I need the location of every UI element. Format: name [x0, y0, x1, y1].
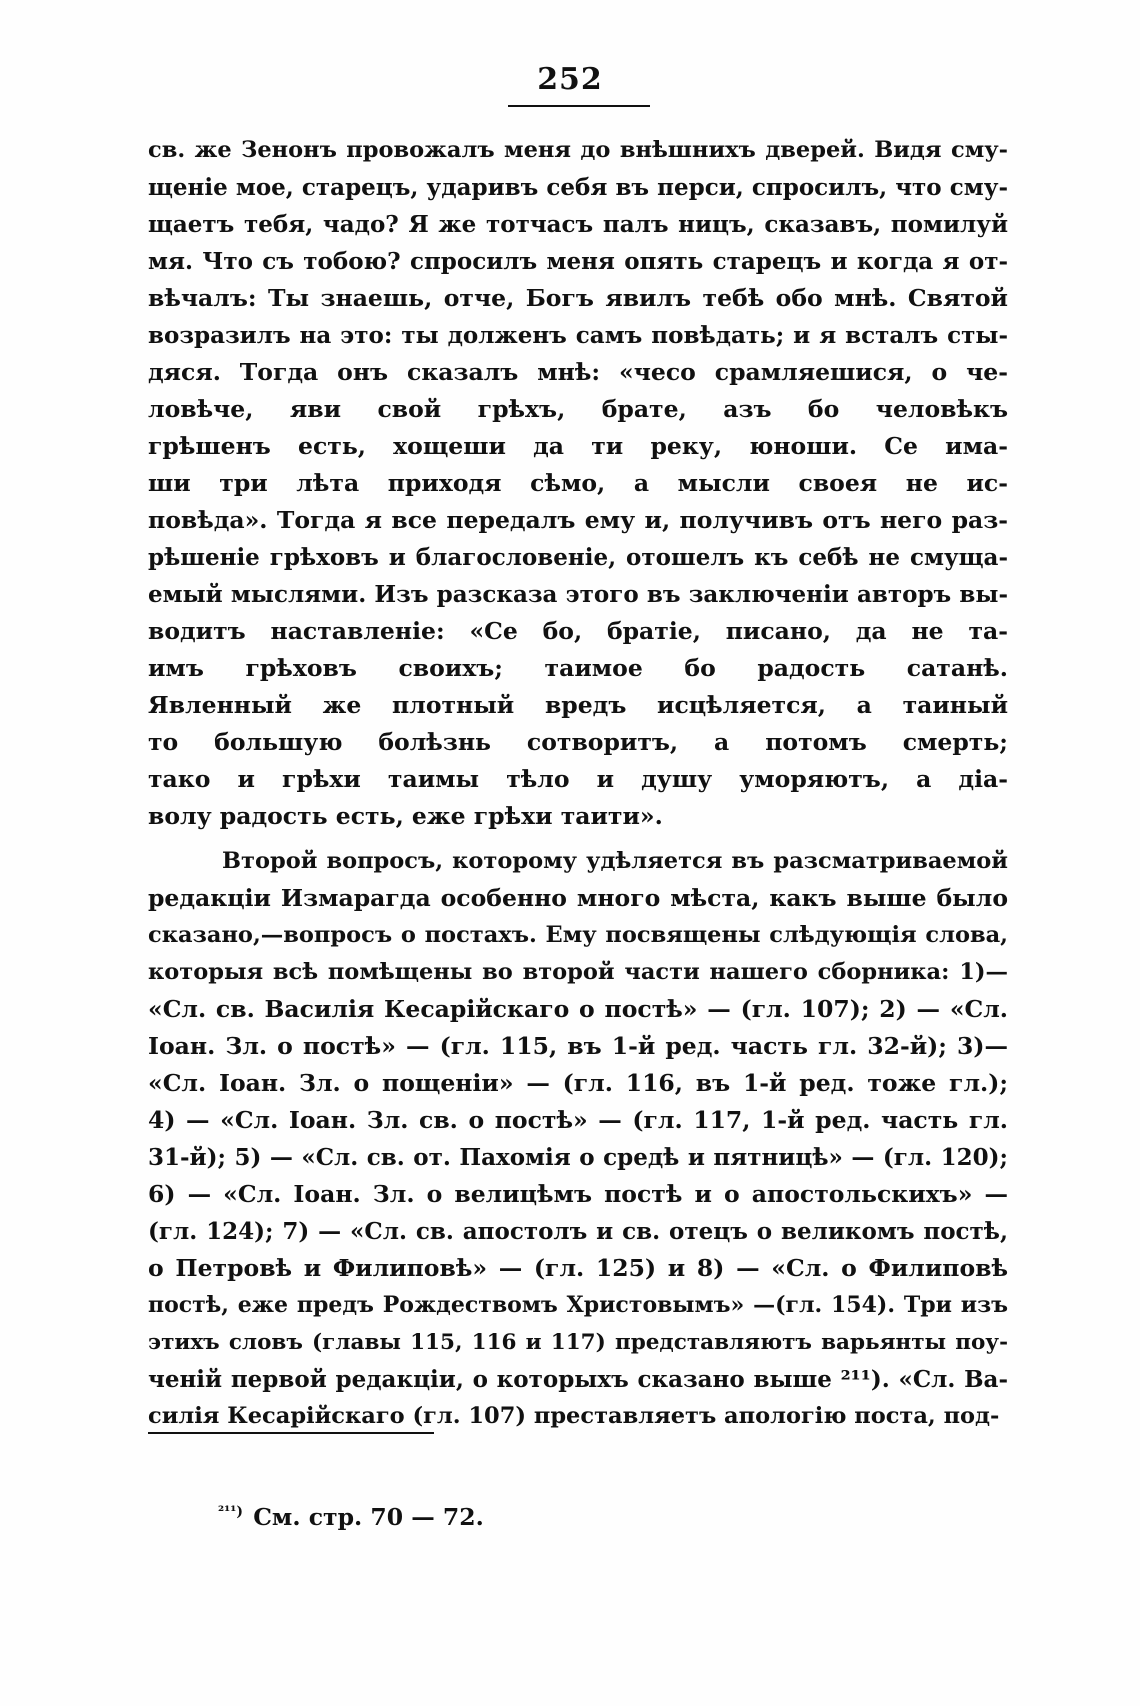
text-line: волу радость есть, еже грѣхи таити». — [148, 802, 663, 830]
text-line: Іоан. Зл. о постѣ» — (гл. 115, въ 1-й ред. часть гл. 32-й); 3)— — [148, 1032, 1008, 1060]
text-line: грѣшенъ есть, хощеши да ти реку, юноши. Се имa- — [148, 432, 1008, 460]
text-line: водитъ наставленіе: «Се бо, братіе, писано, да не та- — [148, 617, 1008, 645]
text-line: ченій первой редакціи, о которыхъ сказано выше ²¹¹). «Сл. Ва- — [148, 1366, 1008, 1393]
text-line: щаетъ тебя, чадо? Я же тотчасъ палъ ницъ, сказавъ, помилуй — [148, 211, 1008, 238]
text-line: Второй вопросъ, которому удѣляется въ разсматриваемой — [222, 848, 1008, 874]
text-line: Явленный же плотный вредъ исцѣляется, а таиный — [148, 691, 1008, 719]
text-line: повѣда». Тогда я все передалъ ему и, получивъ отъ него раз- — [148, 506, 1008, 534]
text-line: 6) — «Сл. Іоан. Зл. о велицѣмъ постѣ и о апостольскихъ» — — [148, 1180, 1008, 1208]
text-line: сказано,—вопросъ о постахъ. Ему посвящены слѣдующія слова, — [148, 922, 1008, 948]
text-line: мя. Что съ тобою? спросилъ меня опять старецъ и когда я от- — [148, 248, 1008, 275]
footnote-rule — [148, 1432, 434, 1434]
text-line: постѣ, еже предъ Рождествомъ Христовымъ» —(гл. 154). Три изъ — [148, 1292, 1008, 1318]
text-line: которыя всѣ помѣщены во второй части нашего сборника: 1)— — [148, 959, 1008, 985]
text-line: редакціи Измарагда особенно много мѣста, какъ выше было — [148, 884, 1008, 912]
body-text — [148, 132, 1008, 1435]
page-number: 252 — [537, 62, 603, 97]
text-line: 4) — «Сл. Іоан. Зл. св. о постѣ» — (гл. 117, 1-й ред. часть гл. — [148, 1106, 1008, 1134]
text-line: (гл. 124); 7) — «Сл. св. апостолъ и св. отецъ о великомъ постѣ, — [148, 1218, 1008, 1245]
text-line: о Петровѣ и Филиповѣ» — (гл. 125) и 8) — «Сл. о Филиповѣ — [148, 1254, 1008, 1282]
text-line: вѣчалъ: Ты знаешь, отче, Богъ явилъ тебѣ обо мнѣ. Святой — [148, 284, 1008, 312]
text-line: имъ грѣховъ своихъ; таимое бо радость сатанѣ. — [148, 654, 1008, 682]
text-line: этихъ словъ (главы 115, 116 и 117) представляютъ варьянты поу- — [148, 1330, 1008, 1355]
page-number-rule — [508, 105, 650, 107]
text-line: «Сл. Іоан. Зл. о пощеніи» — (гл. 116, въ 1-й ред. тоже гл.); — [148, 1069, 1008, 1097]
text-line: ши три лѣта приходя сѣмо, а мысли своея не ис- — [148, 469, 1008, 497]
text-line: емый мыслями. Изъ разсказа этого въ заключеніи авторъ вы- — [148, 581, 1008, 608]
text-line: 31-й); 5) — «Сл. св. от. Пахомія о средѣ и пятницѣ» — (гл. 120); — [148, 1144, 1008, 1171]
text-line: щеніе мое, старецъ, ударивъ себя въ перси, спросилъ, что сму- — [148, 174, 1008, 201]
footnote — [218, 1494, 484, 1536]
text-line: то большую болѣзнь сотворитъ, а потомъ смерть; — [148, 728, 1008, 756]
footnote-text: См. стр. 70 — 72. — [253, 1503, 484, 1531]
text-line: рѣшеніе грѣховъ и благословеніе, отошелъ къ себѣ не смуща- — [148, 544, 1008, 571]
paragraph-gap — [148, 835, 1008, 843]
text-line: силія Кесарійскаго (гл. 107) преставляетъ апологію поста, под- — [148, 1403, 1000, 1429]
text-line: возразилъ на это: ты долженъ самъ повѣдать; и я всталъ сты- — [148, 322, 1008, 349]
paragraph-2 — [148, 843, 1008, 1435]
text-line: тако и грѣхи таимы тѣло и душу уморяютъ, а діа- — [148, 765, 1008, 793]
text-line: дяся. Тогда онъ сказалъ мнѣ: «чесо срамляешися, о че- — [148, 358, 1008, 386]
text-line: ловѣче, яви свой грѣхъ, брате, азъ бо человѣкъ — [148, 395, 1008, 423]
text-line: «Сл. св. Василія Кесарійскаго о постѣ» — (гл. 107); 2) — «Сл. — [148, 995, 1008, 1023]
paragraph-1 — [148, 132, 1008, 835]
text-line: св. же Зенонъ провожалъ меня до внѣшнихъ дверей. Видя сму- — [148, 137, 1008, 163]
footnote-marker: ²¹¹) — [218, 1504, 244, 1520]
